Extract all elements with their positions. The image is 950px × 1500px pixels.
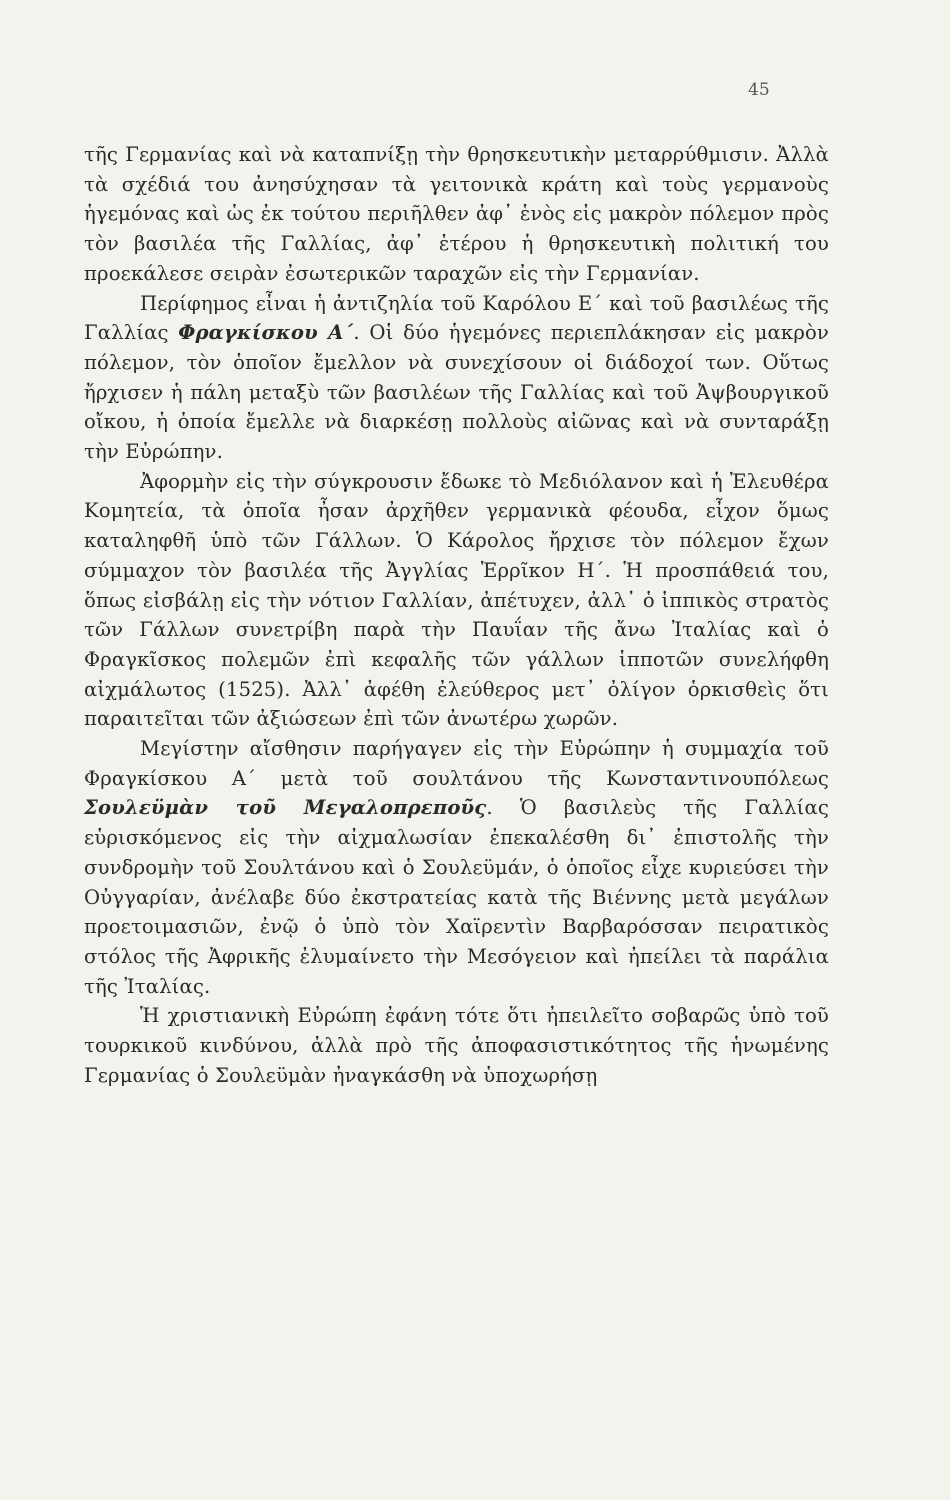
paragraph (84, 734, 829, 1001)
paragraph (84, 467, 829, 734)
emphasized-name: Σουλεϋμὰν τοῦ Μεγαλοπρεποῦς (84, 796, 487, 820)
text-run: . Οἱ δύο ἡγεμόνες περιεπλάκησαν εἰς μακρὸν πόλεμον, τὸν ὁποῖον ἔμελλον νὰ συνεχίσουν οἱ διάδοχοί των. Οὕτως ἤρχισεν ἡ πάλη μεταξὺ τῶν βασιλέων τῆς Γαλλίας καὶ τοῦ Ἀψβουργικοῦ οἴκου, ἡ ὁποία ἔμελλε νὰ διαρκέσῃ πολλοὺς αἰῶνας καὶ νὰ συνταράξῃ τὴν Εὐρώπην. (84, 321, 829, 464)
text-run: Ἡ χριστιανικὴ Εὐρώπη ἐφάνη τότε ὅτι ἠπειλεῖτο σοβαρῶς ὑπὸ τοῦ τουρκικοῦ κινδύνου, ἀλλὰ πρὸ τῆς ἀποφασιστικότητος τῆς ἡνωμένης Γερμανίας ὁ Σουλεϋμὰν ἠναγκάσθη νὰ ὑποχωρήσῃ (84, 1004, 829, 1087)
text-run: τῆς Γερμανίας καὶ νὰ καταπνίξῃ τὴν θρησκευτικὴν μεταρρύθμισιν. Ἀλλὰ τὰ σχέδιά του ἀνησύχησαν τὰ γειτονικὰ κράτη καὶ τοὺς γερμανοὺς ἡγεμόνας καὶ ὡς ἐκ τούτου περιῆλθεν ἀφ᾿ ἑνὸς εἰς μακρὸν πόλεμον πρὸς τὸν βασιλέα τῆς Γαλλίας, ἀφ᾿ ἑτέρου ἡ θρησκευτικὴ πολιτική του προεκάλεσε σειρὰν ἐσωτερικῶν ταραχῶν εἰς τὴν Γερμανίαν. (84, 143, 829, 285)
text-run: Μεγίστην αἴσθησιν παρήγαγεν εἰς τὴν Εὐρώπην ἡ συμμαχία τοῦ Φραγκίσκου Α΄ μετὰ τοῦ σουλτάνου τῆς Κωνσταντινουπόλεως (84, 737, 829, 790)
page-number: 45 (748, 80, 770, 100)
text-run: Ἀφορμὴν εἰς τὴν σύγκρουσιν ἔδωκε τὸ Μεδιόλανον καὶ ἡ Ἐλευθέρα Κομητεία, τὰ ὁποῖα ἦσαν ἀρχῆθεν γερμανικὰ φέουδα, εἶχον ὅμως καταληφθῆ ὑπὸ τῶν Γάλλων. Ὁ Κάρολος ἤρχισε τὸν πόλεμον ἔχων σύμμαχον τὸν βασιλέα τῆς Ἀγγλίας Ἑρρῖκον Η΄. Ἡ προσπάθειά του, ὅπως εἰσβάλῃ εἰς τὴν νότιον Γαλλίαν, ἀπέτυχεν, ἀλλ᾿ ὁ ἱππικὸς στρατὸς τῶν Γάλλων συνετρίβη παρὰ τὴν Παυΐαν τῆς ἄνω Ἰταλίας καὶ ὁ Φραγκῖσκος πολεμῶν ἐπὶ κεφαλῆς τῶν γάλλων ἱπποτῶν συνελήφθη αἰχμάλωτος (1525). Ἀλλ᾿ ἀφέθη ἐλεύθερος μετ᾿ ὀλίγον ὁρκισθεὶς ὅτι παραιτεῖται τῶν ἀξιώσεων ἐπὶ τῶν ἀνωτέρω χωρῶν. (84, 469, 829, 731)
body-text (84, 140, 829, 1091)
emphasized-name: Φραγκίσκου Α΄ (178, 321, 354, 345)
paragraph (84, 1001, 829, 1090)
text-run: . Ὁ βασιλεὺς τῆς Γαλλίας εὑρισκόμενος εἰς τὴν αἰχμαλωσίαν ἐπεκαλέσθη δι᾿ ἐπιστολῆς τὴν συνδρομὴν τοῦ Σουλτάνου καὶ ὁ Σουλεϋμάν, ὁ ὁποῖος εἶχε κυριεύσει τὴν Οὐγγαρίαν, ἀνέλαβε δύο ἐκστρατείας κατὰ τῆς Βιέννης μετὰ μεγάλων προετοιμασιῶν, ἐνῷ ὁ ὑπὸ τὸν Χαϊρεντὶν Βαρβαρόσσαν πειρατικὸς στόλος τῆς Ἀφρικῆς ἐλυμαίνετο τὴν Μεσόγειον καὶ ἠπείλει τὰ παράλια τῆς Ἰταλίας. (84, 796, 829, 998)
text-run: Περίφημος εἶναι ἡ ἀντιζηλία τοῦ Καρόλου Ε΄ καὶ τοῦ βασιλέως τῆς Γαλλίας (84, 291, 829, 345)
paragraph (84, 140, 829, 289)
paragraph (84, 289, 829, 467)
